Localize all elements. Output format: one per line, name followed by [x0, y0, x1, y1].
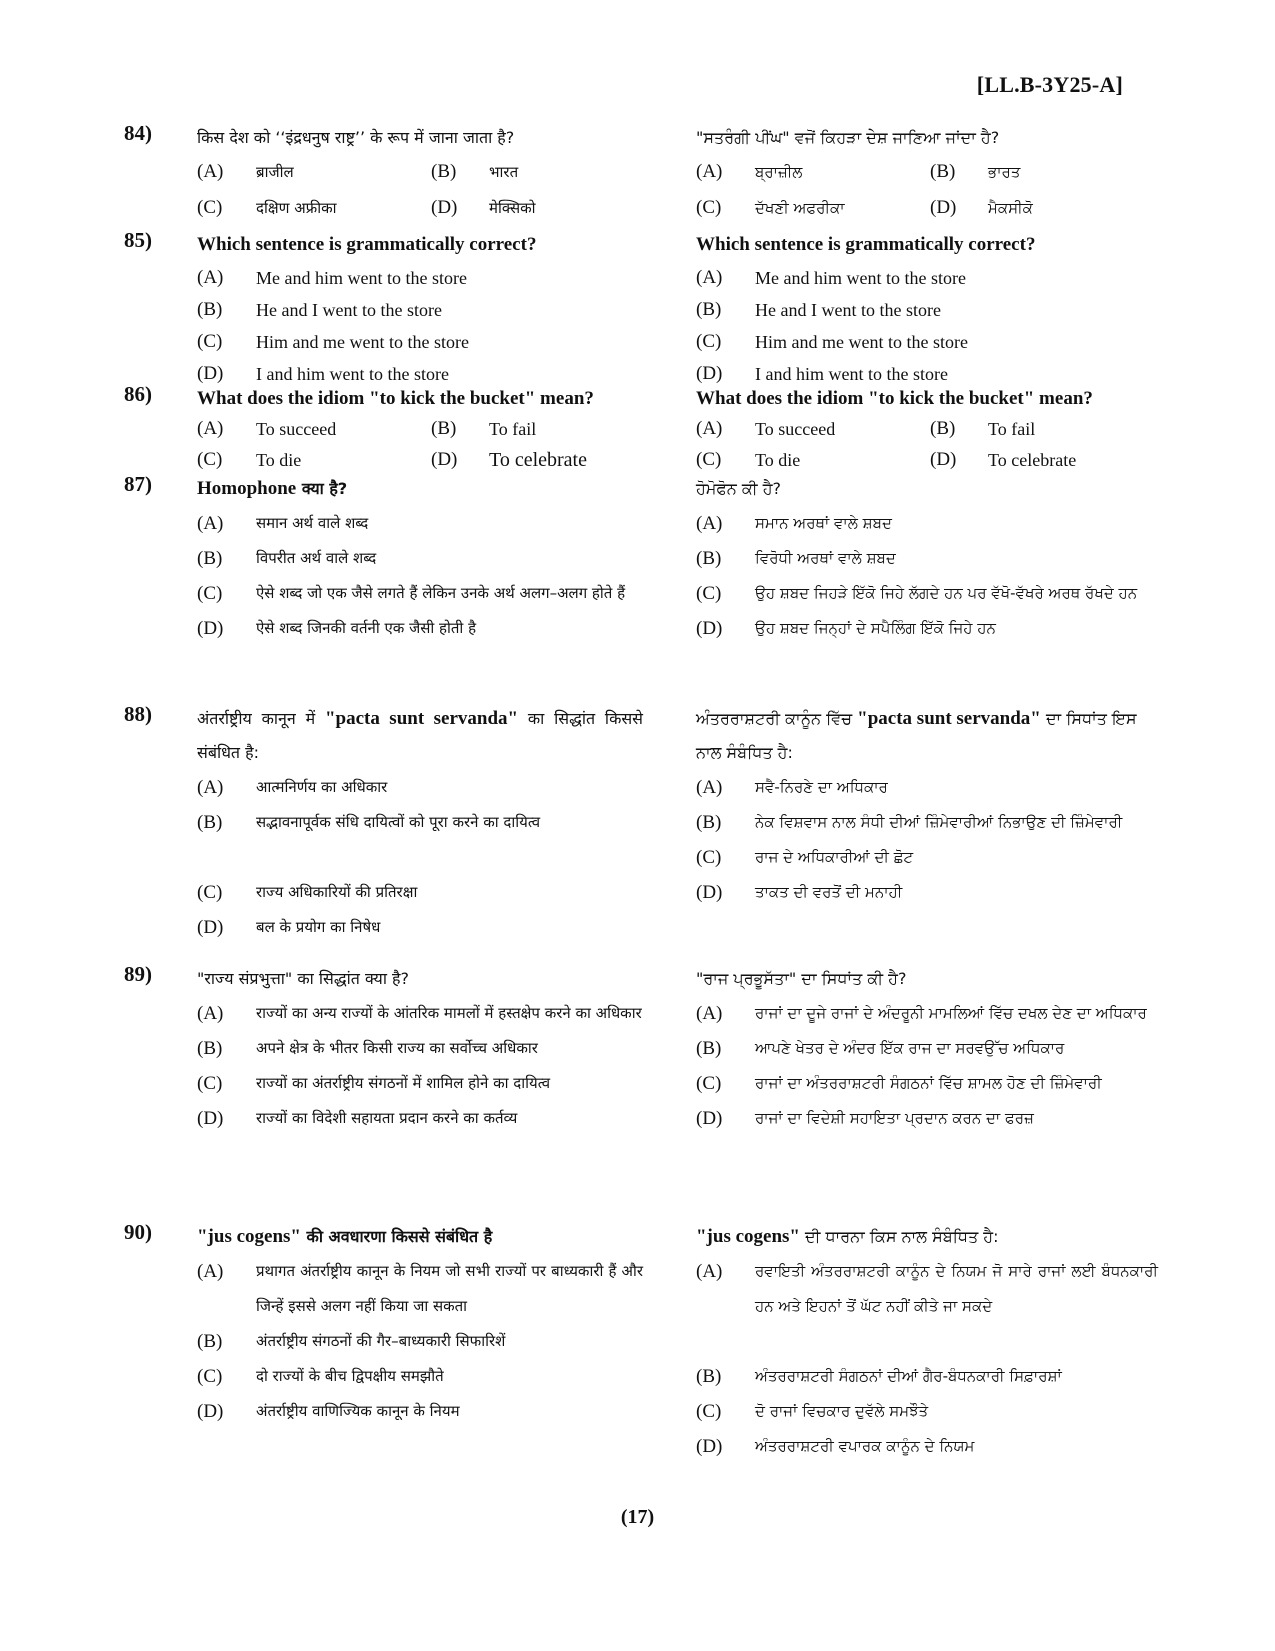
option: [696, 770, 1158, 805]
stem-english-term: "pacta sunt servanda": [857, 708, 1041, 729]
option-text: Me and him went to the store: [256, 268, 467, 288]
option: [197, 1394, 643, 1429]
question-stem: "ਰਾਜ ਪ੍ਰਭੂਸੱਤਾ" ਦਾ ਸਿਧਾਂਤ ਕੀ ਹੈ?: [696, 969, 907, 988]
option-text: To celebrate: [988, 450, 1077, 470]
option: [197, 1359, 643, 1394]
option-label: (A): [197, 777, 224, 798]
option-text: सद्भावनापूर्वक संधि दायित्वों को पूरा करने का दायित्व: [256, 813, 541, 831]
question-punjabi: [696, 1220, 1158, 1464]
option-text: ब्राजील: [256, 163, 294, 181]
option-label: (B): [930, 161, 956, 182]
option-text: ਨੇਕ ਵਿਸ਼ਵਾਸ ਨਾਲ ਸੰਧੀ ਦੀਆਂ ਜ਼ਿੰਮੇਵਾਰੀਆਂ ਨਿਭਾਉਣ ਦੀ ਜ਼ਿੰਮੇਵਾਰੀ: [755, 813, 1123, 831]
option: [197, 996, 643, 1031]
option-row: [696, 155, 1158, 189]
stem-text: अंतर्राष्ट्रीय कानून में: [197, 709, 325, 728]
option-label: (A): [696, 1261, 723, 1282]
question-stem: [197, 1220, 643, 1254]
option: [197, 611, 643, 646]
question-hindi: [197, 702, 643, 945]
stem-english-term: "jus cogens": [197, 1226, 301, 1247]
stem-text: ਅੰਤਰਰਾਸ਼ਟਰੀ ਕਾਨੂੰਨ ਵਿੱਚ: [696, 709, 858, 728]
option: [197, 1066, 643, 1101]
option-row: [696, 191, 1158, 225]
option-text: He and I went to the store: [256, 300, 442, 320]
option-text: विपरीत अर्थ वाले शब्द: [256, 549, 377, 567]
option-label: (B): [696, 299, 722, 320]
option-label: (A): [696, 777, 723, 798]
option: [696, 1254, 1158, 1324]
option-text: Him and me went to the store: [755, 332, 968, 352]
option-text: ਰਾਜਾਂ ਦਾ ਅੰਤਰਰਾਸ਼ਟਰੀ ਸੰਗਠਨਾਂ ਵਿੱਚ ਸ਼ਾਮਲ ਹੋਣ ਦੀ ਜ਼ਿੰਮੇਵਾਰੀ: [755, 1074, 1102, 1092]
option-text: दो राज्यों के बीच द्विपक्षीय समझौते: [256, 1367, 444, 1385]
option-label: (D): [696, 1108, 723, 1129]
question-english-a: [197, 382, 643, 477]
option-label: (C): [197, 882, 223, 903]
option: [197, 506, 643, 541]
option-text: To celebrate: [489, 449, 587, 471]
option: [696, 1031, 1158, 1066]
option-label: (C): [696, 449, 722, 470]
question-number: 85): [124, 228, 152, 252]
option-text: To die: [755, 450, 801, 470]
option-label: (D): [696, 363, 723, 384]
question-english-b: [696, 228, 1158, 390]
option-text: To die: [256, 450, 302, 470]
option-text: बल के प्रयोग का निषेध: [256, 918, 381, 936]
stem-text: ਦੀ ਧਾਰਨਾ ਕਿਸ ਨਾਲ ਸੰਬੰਧਿਤ ਹੈ:: [799, 1227, 999, 1246]
question-stem: [696, 702, 1158, 770]
option-label: (A): [696, 418, 723, 439]
option-label: (B): [431, 161, 457, 182]
option-text: ਮੈਕਸੀਕੋ: [988, 199, 1033, 217]
option-text: ਦੱਖਣੀ ਅਫਰੀਕਾ: [755, 199, 845, 217]
option-text: समान अर्थ वाले शब्द: [256, 514, 369, 532]
option: [696, 1359, 1158, 1394]
option-text: ਬ੍ਰਾਜ਼ੀਲ: [755, 163, 803, 181]
option-text: ਆਪਣੇ ਖੇਤਰ ਦੇ ਅੰਦਰ ਇੱਕ ਰਾਜ ਦਾ ਸਰਵਉੱਚ ਅਧਿਕਾਰ: [755, 1039, 1065, 1057]
option-label: (D): [930, 449, 957, 470]
option-text: ਰਾਜ ਦੇ ਅਧਿਕਾਰੀਆਂ ਦੀ ਛੋਟ: [755, 848, 914, 866]
option: [696, 262, 1158, 294]
option-text: ਰਾਜਾਂ ਦਾ ਦੂਜੇ ਰਾਜਾਂ ਦੇ ਅੰਦਰੂਨੀ ਮਾਮਲਿਆਂ ਵਿੱਚ ਦਖਲ ਦੇਣ ਦਾ ਅਧਿਕਾਰ: [755, 1004, 1147, 1022]
option-text: प्रथागत अंतर्राष्ट्रीय कानून के नियम जो सभी राज्यों पर बाध्यकारी हैं और जिन्हें इससे अलग नहीं किया जा सकता: [256, 1262, 643, 1315]
option-text: राज्य अधिकारियों की प्रतिरक्षा: [256, 883, 418, 901]
option: [696, 840, 1158, 875]
option-label: (D): [197, 363, 224, 384]
option-label: (B): [197, 1331, 223, 1352]
question-number: 90): [124, 1220, 152, 1244]
option-text: ਉਹ ਸ਼ਬਦ ਜਿਨ੍ਹਾਂ ਦੇ ਸਪੈਲਿੰਗ ਇੱਕੋ ਜਿਹੇ ਹਨ: [755, 619, 996, 637]
option-label: (C): [696, 331, 722, 352]
option-label: (B): [197, 299, 223, 320]
option: [197, 576, 643, 611]
option-label: (B): [197, 548, 223, 569]
option-label: (C): [197, 1073, 223, 1094]
option-text: ਸਵੈ-ਨਿਰਣੇ ਦਾ ਅਧਿਕਾਰ: [755, 778, 888, 796]
option-text: ਵਿਰੋਧੀ ਅਰਥਾਂ ਵਾਲੇ ਸ਼ਬਦ: [755, 549, 896, 567]
question-stem: ਹੋਮੋਫੋਨ ਕੀ ਹੈ?: [696, 479, 782, 498]
question-english-a: [197, 228, 643, 390]
option-label: (C): [197, 197, 223, 218]
option: [696, 1429, 1158, 1464]
option-row: [197, 191, 643, 225]
option: [696, 875, 1158, 910]
option: [696, 294, 1158, 326]
option-label: (B): [696, 548, 722, 569]
option-row: [197, 412, 643, 446]
option-label: (D): [930, 197, 957, 218]
option: [197, 805, 643, 840]
question-stem: [197, 472, 643, 506]
option: [696, 611, 1158, 646]
question-punjabi: [696, 962, 1158, 1136]
option: [696, 1101, 1158, 1136]
option-label: (A): [197, 1003, 224, 1024]
option-label: (D): [197, 618, 224, 639]
option-text: राज्यों का विदेशी सहायता प्रदान करने का कर्तव्य: [256, 1109, 518, 1127]
option-label: (A): [696, 161, 723, 182]
option: [197, 1101, 643, 1136]
option-label: (D): [197, 1401, 224, 1422]
option: [696, 1394, 1158, 1429]
option-label: (A): [696, 267, 723, 288]
question-punjabi: [696, 472, 1158, 646]
option-text: He and I went to the store: [755, 300, 941, 320]
option-text: I and him went to the store: [755, 364, 948, 384]
question-punjabi: [696, 702, 1158, 910]
option: [197, 1324, 643, 1359]
option-text: दक्षिण अफ्रीका: [256, 199, 337, 217]
option-row: [696, 412, 1158, 446]
option: [696, 805, 1158, 840]
stem-text: क्या है?: [296, 479, 348, 498]
option-text: ਉਹ ਸ਼ਬਦ ਜਿਹੜੇ ਇੱਕੋ ਜਿਹੇ ਲੱਗਦੇ ਹਨ ਪਰ ਵੱਖੋ-ਵੱਖਰੇ ਅਰਥ ਰੱਖਦੇ ਹਨ: [755, 584, 1138, 602]
option-text: ਅੰਤਰਰਾਸ਼ਟਰੀ ਵਪਾਰਕ ਕਾਨੂੰਨ ਦੇ ਨਿਯਮ: [755, 1437, 975, 1455]
option-label: (A): [696, 1003, 723, 1024]
question-stem: Which sentence is grammatically correct?: [197, 234, 537, 255]
option: [197, 541, 643, 576]
option-text: To fail: [988, 419, 1036, 439]
option: [696, 326, 1158, 358]
option-text: ਰਵਾਇਤੀ ਅੰਤਰਰਾਸ਼ਟਰੀ ਕਾਨੂੰਨ ਦੇ ਨਿਯਮ ਜੋ ਸਾਰੇ ਰਾਜਾਂ ਲਈ ਬੰਧਨਕਾਰੀ ਹਨ ਅਤੇ ਇਹਨਾਂ ਤੋਂ ਘੱਟ ਨਹੀਂ ਕੀਤੇ ਜਾ ਸਕਦੇ: [755, 1262, 1158, 1315]
option-label: (A): [197, 267, 224, 288]
option-label: (C): [197, 449, 223, 470]
question-stem: किस देश को ‘‘इंद्रधनुष राष्ट्र’’ के रूप में जाना जाता है?: [197, 128, 515, 147]
option-label: (A): [197, 161, 224, 182]
option: [197, 1254, 643, 1324]
question-number: 84): [124, 121, 152, 145]
option-label: (A): [197, 1261, 224, 1282]
option-label: (C): [696, 847, 722, 868]
option-text: अंतर्राष्ट्रीय संगठनों की गैर–बाध्यकारी सिफारिशें: [256, 1332, 506, 1350]
option-label: (C): [197, 583, 223, 604]
option-text: अपने क्षेत्र के भीतर किसी राज्य का सर्वोच्च अधिकार: [256, 1039, 538, 1057]
option-text: अंतर्राष्ट्रीय वाणिज्यिक कानून के नियम: [256, 1402, 460, 1420]
option-text: To succeed: [256, 419, 337, 439]
paper-code: [LL.B-3Y25-A]: [976, 72, 1123, 97]
option: [197, 875, 643, 910]
question-number: 87): [124, 472, 152, 496]
option-text: ਦੋ ਰਾਜਾਂ ਵਿਚਕਾਰ ਦੁਵੱਲੇ ਸਮਝੌਤੇ: [755, 1402, 929, 1420]
stem-english-term: "jus cogens": [696, 1226, 800, 1247]
option: [197, 770, 643, 805]
option-label: (B): [197, 812, 223, 833]
option-text: ਤਾਕਤ ਦੀ ਵਰਤੋਂ ਦੀ ਮਨਾਹੀ: [755, 883, 903, 901]
option-text: आत्मनिर्णय का अधिकार: [256, 778, 388, 796]
question-stem: "राज्य संप्रभुत्ता" का सिद्धांत क्या है?: [197, 969, 410, 988]
option-label: (B): [696, 812, 722, 833]
option-label: (C): [696, 1401, 722, 1422]
option-label: (D): [197, 917, 224, 938]
option-label: (B): [930, 418, 956, 439]
option: [197, 326, 643, 358]
option-label: (A): [197, 513, 224, 534]
option-text: ऐसे शब्द जिनकी वर्तनी एक जैसी होती है: [256, 619, 477, 637]
option-label: (A): [197, 418, 224, 439]
option: [696, 506, 1158, 541]
option: [197, 1031, 643, 1066]
option-label: (D): [696, 882, 723, 903]
option-label: (B): [696, 1366, 722, 1387]
option-label: (A): [696, 513, 723, 534]
question-stem: [696, 1220, 1158, 1254]
option-text: Him and me went to the store: [256, 332, 469, 352]
stem-english-term: "pacta sunt servanda": [324, 708, 519, 729]
option-text: Me and him went to the store: [755, 268, 966, 288]
option-text: भारत: [489, 163, 519, 181]
option-text: I and him went to the store: [256, 364, 449, 384]
option-label: (D): [696, 1436, 723, 1457]
question-stem: [197, 702, 643, 770]
option-text: To fail: [489, 419, 537, 439]
option-row: [197, 155, 643, 189]
question-number: 88): [124, 702, 152, 726]
question-english-b: [696, 382, 1158, 477]
stem-text: का सिद्धांत किससे संबंधित है:: [197, 709, 643, 762]
stem-english-term: Homophone: [197, 478, 297, 499]
option: [197, 910, 643, 945]
option-text: राज्यों का अंतर्राष्ट्रीय संगठनों में शामिल होने का दायित्व: [256, 1074, 551, 1092]
option-label: (C): [197, 331, 223, 352]
question-hindi: [197, 962, 643, 1136]
option: [197, 262, 643, 294]
question-number: 86): [124, 382, 152, 406]
page-number: (17): [620, 1506, 655, 1528]
option-label: (D): [696, 618, 723, 639]
option-label: (D): [197, 1108, 224, 1129]
question-stem: What does the idiom "to kick the bucket" mean?: [197, 388, 594, 409]
option-text: ਭਾਰਤ: [988, 163, 1021, 181]
stem-text: ਦਾ ਸਿਧਾਂਤ ਇਸ ਨਾਲ ਸੰਬੰਧਿਤ ਹੈ:: [696, 709, 1137, 762]
option: [696, 996, 1158, 1031]
question-number: 89): [124, 962, 152, 986]
option-text: राज्यों का अन्य राज्यों के आंतरिक मामलों में हस्तक्षेप करने का अधिकार: [256, 1004, 642, 1022]
option-label: (B): [696, 1038, 722, 1059]
option-text: ऐसे शब्द जो एक जैसे लगते हैं लेकिन उनके अर्थ अलग–अलग होते हैं: [256, 584, 626, 602]
option-label: (D): [431, 197, 458, 218]
option-label: (C): [696, 197, 722, 218]
question-stem: Which sentence is grammatically correct?: [696, 234, 1036, 255]
option-label: (C): [197, 1366, 223, 1387]
option-label: (B): [197, 1038, 223, 1059]
option-label: (B): [431, 418, 457, 439]
option: [696, 576, 1158, 611]
question-stem: "ਸਤਰੰਗੀ ਪੀਂਘ" ਵਜੋਂ ਕਿਹੜਾ ਦੇਸ਼ ਜਾਣਿਆ ਜਾਂਦਾ ਹੈ?: [696, 128, 1000, 147]
option: [197, 294, 643, 326]
option-text: ਸਮਾਨ ਅਰਥਾਂ ਵਾਲੇ ਸ਼ਬਦ: [755, 514, 892, 532]
question-hindi: [197, 472, 643, 646]
option-text: To succeed: [755, 419, 836, 439]
option-label: (D): [431, 449, 458, 470]
option-label: (C): [696, 583, 722, 604]
option-text: ਅੰਤਰਰਾਸ਼ਟਰੀ ਸੰਗਠਨਾਂ ਦੀਆਂ ਗੈਰ-ਬੰਧਨਕਾਰੀ ਸਿਫ਼ਾਰਸ਼ਾਂ: [755, 1367, 1062, 1385]
question-hindi: [197, 121, 643, 225]
option: [696, 1066, 1158, 1101]
question-hindi: [197, 1220, 643, 1429]
option-text: मेक्सिको: [489, 199, 536, 217]
stem-text: की अवधारणा किससे संबंधित है: [300, 1227, 493, 1246]
question-punjabi: [696, 121, 1158, 225]
option-label: (C): [696, 1073, 722, 1094]
question-stem: What does the idiom "to kick the bucket" mean?: [696, 388, 1093, 409]
option: [696, 541, 1158, 576]
option-text: ਰਾਜਾਂ ਦਾ ਵਿਦੇਸ਼ੀ ਸਹਾਇਤਾ ਪ੍ਰਦਾਨ ਕਰਨ ਦਾ ਫਰਜ਼: [755, 1109, 1034, 1127]
